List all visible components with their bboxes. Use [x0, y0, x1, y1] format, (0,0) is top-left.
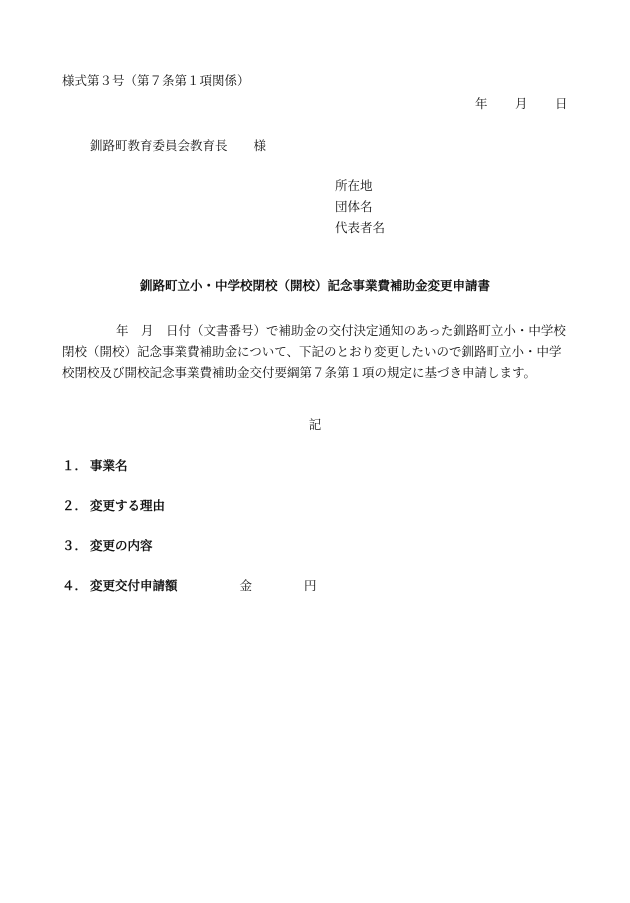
item-change-amount — [62, 580, 317, 593]
item-project-name — [62, 460, 128, 473]
applicant-representative-label: 代表者名 — [335, 220, 386, 235]
addressee-honorific: 様 — [253, 138, 267, 153]
addressee-name: 釧路町教育委員会教育長 — [90, 138, 228, 153]
date-line — [475, 98, 568, 111]
item-change-content — [62, 540, 153, 553]
amount-kin-label: 金 — [239, 578, 253, 593]
item-label: 変更交付申請額 — [90, 578, 178, 593]
form-number: 様式第３号（第７条第１項関係） — [62, 73, 250, 88]
body-paragraph: 年 月 日付（文書番号）で補助金の交付決定通知のあった釧路町立小・中学校閉校（開校）記念事業費補助金について、下記のとおり変更したいので釧路町立小・中学校閉校及び開校記念事業費補助金交付要綱第７条第１項の規定に基づき申請します。 — [62, 323, 566, 380]
addressee — [90, 140, 266, 153]
date-year-label: 年 — [475, 96, 488, 111]
item-number: ４． — [62, 578, 88, 593]
item-number: １． — [62, 458, 88, 473]
amount-field — [178, 580, 317, 593]
amount-en-label: 円 — [304, 578, 317, 593]
ki-heading: 記 — [308, 417, 322, 432]
item-label: 変更の内容 — [90, 538, 153, 553]
applicant-address-label: 所在地 — [335, 178, 373, 193]
date-day-label: 日 — [555, 96, 568, 111]
item-number: ２． — [62, 498, 88, 513]
item-number: ３． — [62, 538, 88, 553]
applicant-block — [335, 180, 385, 243]
item-label: 事業名 — [90, 458, 128, 473]
document-title: 釧路町立小・中学校閉校（開校）記念事業費補助金変更申請書 — [139, 278, 490, 293]
applicant-organization-label: 団体名 — [335, 199, 373, 214]
item-label: 変更する理由 — [90, 498, 166, 513]
item-change-reason — [62, 500, 165, 513]
date-month-label: 月 — [515, 96, 528, 111]
